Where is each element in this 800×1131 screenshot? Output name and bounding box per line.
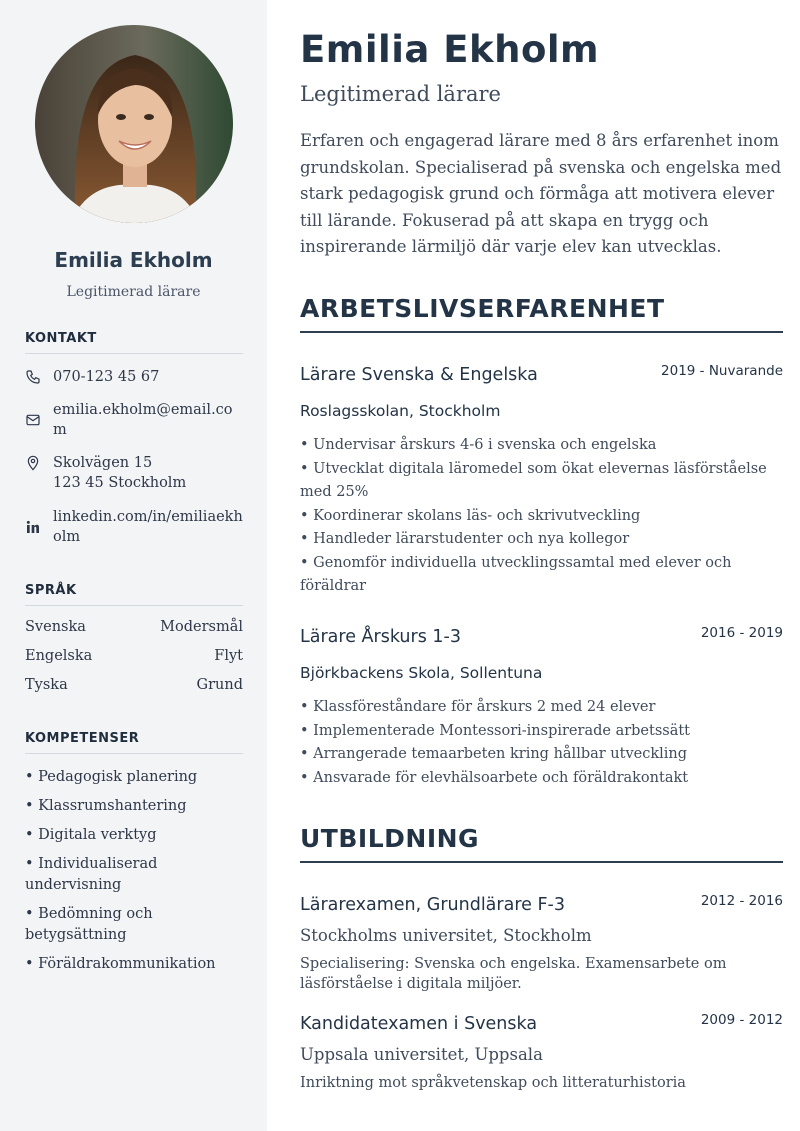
job-organization: Roslagsskolan, Stockholm [300,402,501,420]
bullet-item: • Implementerade Montessori-inspirerade arbetssätt [300,722,691,739]
language-name: Svenska [25,619,86,635]
bullet-item: • Handleder lärarstudenter och nya kollegor [300,531,630,547]
contact-email[interactable] [25,400,243,440]
bullet-item: • Ansvarade för elevhälsoarbete och föräldrakontakt [300,769,689,786]
education-heading: UTBILDNING [300,824,783,863]
skill-item: • Pedagogisk planering [25,769,198,785]
address-line1: Skolvägen 15 [53,455,153,471]
job-title-subheading: Legitimerad lärare [300,82,501,106]
skills-list [25,767,243,983]
degree-title: Kandidatexamen i Svenska [300,1014,538,1034]
skill-item: • Föräldrakommunikation [25,956,216,972]
bullet-item: • Utvecklat digitala läromedel som ökat elevernas läsförståelse med 25% [300,460,767,500]
profile-photo [35,25,233,223]
email-text: emilia.ekholm@email.com [53,402,233,438]
language-row [25,677,243,693]
degree-title: Lärarexamen, Grundlärare F-3 [300,895,565,915]
skill-item: • Bedömning och betygsättning [25,906,153,943]
job-date: 2016 - 2019 [700,625,783,641]
school-name: Stockholms universitet, Stockholm [300,926,592,945]
skills-heading: KOMPETENSER [25,731,243,754]
bullet-item: • Koordinerar skolans läs- och skrivutveckling [300,507,641,524]
contact-address [25,453,243,493]
skill-item: • Klassrumshantering [25,798,187,814]
bullet-item: • Undervisar årskurs 4-6 i svenska och engelska [300,437,657,453]
language-row [25,619,243,635]
sidebar [0,0,267,1131]
job-date: 2019 - Nuvarande [661,363,783,379]
degree-date: 2009 - 2012 [700,1012,783,1028]
profile-summary: Erfaren och engagerad lärare med 8 års erfarenhet inom grundskolan. Specialiserad på svenska och engelska med stark pedagogisk grund och förmåga att motivera elever till lärande. Fokuserad på att skapa en trygg och inspirerande lärmiljö där varje elev kan utvecklas. [300,131,782,256]
job-bullets [300,696,783,790]
job-title: Lärare Svenska & Engelska [300,365,538,385]
degree-description: Specialisering: Svenska och engelska. Examensarbete om läsförståelse i digitala miljöer. [300,956,727,992]
linkedin-text: linkedin.com/in/emiliaekholm [53,509,243,545]
languages-heading: SPRÅK [25,583,243,606]
sidebar-job-title: Legitimerad lärare [66,284,201,300]
degree-date: 2012 - 2016 [700,893,783,909]
bullet-item: • Klassföreståndare för årskurs 2 med 24 elever [300,699,656,715]
skill-item: • Individualiserad undervisning [25,856,158,893]
job-organization: Björkbackens Skola, Sollentuna [300,664,543,682]
page-title: Emilia Ekholm [300,28,600,71]
language-level: Modersmål [160,619,243,635]
language-row [25,648,243,664]
bullet-item: • Genomför individuella utvecklingssamtal med elever och föräldrar [300,554,732,594]
language-level: Flyt [214,648,243,664]
experience-heading: ARBETSLIVSERFARENHET [300,294,783,333]
contact-linkedin[interactable] [25,507,243,547]
language-name: Tyska [25,677,68,693]
school-name: Uppsala universitet, Uppsala [300,1045,543,1064]
phone-icon [25,369,41,385]
profile-photo-image [35,25,233,223]
bullet-item: • Arrangerade temaarbeten kring hållbar utveckling [300,746,688,762]
job-title: Lärare Årskurs 1-3 [300,627,461,647]
location-pin-icon [25,455,41,471]
contact-phone[interactable] [25,367,243,387]
linkedin-icon [25,519,41,535]
language-level: Grund [196,677,243,693]
mail-icon [25,412,41,428]
degree-description: Inriktning mot språkvetenskap och litteraturhistoria [300,1075,686,1091]
skill-item: • Digitala verktyg [25,827,157,843]
contact-heading: KONTAKT [25,331,243,354]
job-bullets [300,434,783,599]
sidebar-name: Emilia Ekholm [54,248,213,272]
phone-text: 070-123 45 67 [53,369,160,385]
language-name: Engelska [25,648,93,664]
address-line2: 123 45 Stockholm [53,475,187,491]
